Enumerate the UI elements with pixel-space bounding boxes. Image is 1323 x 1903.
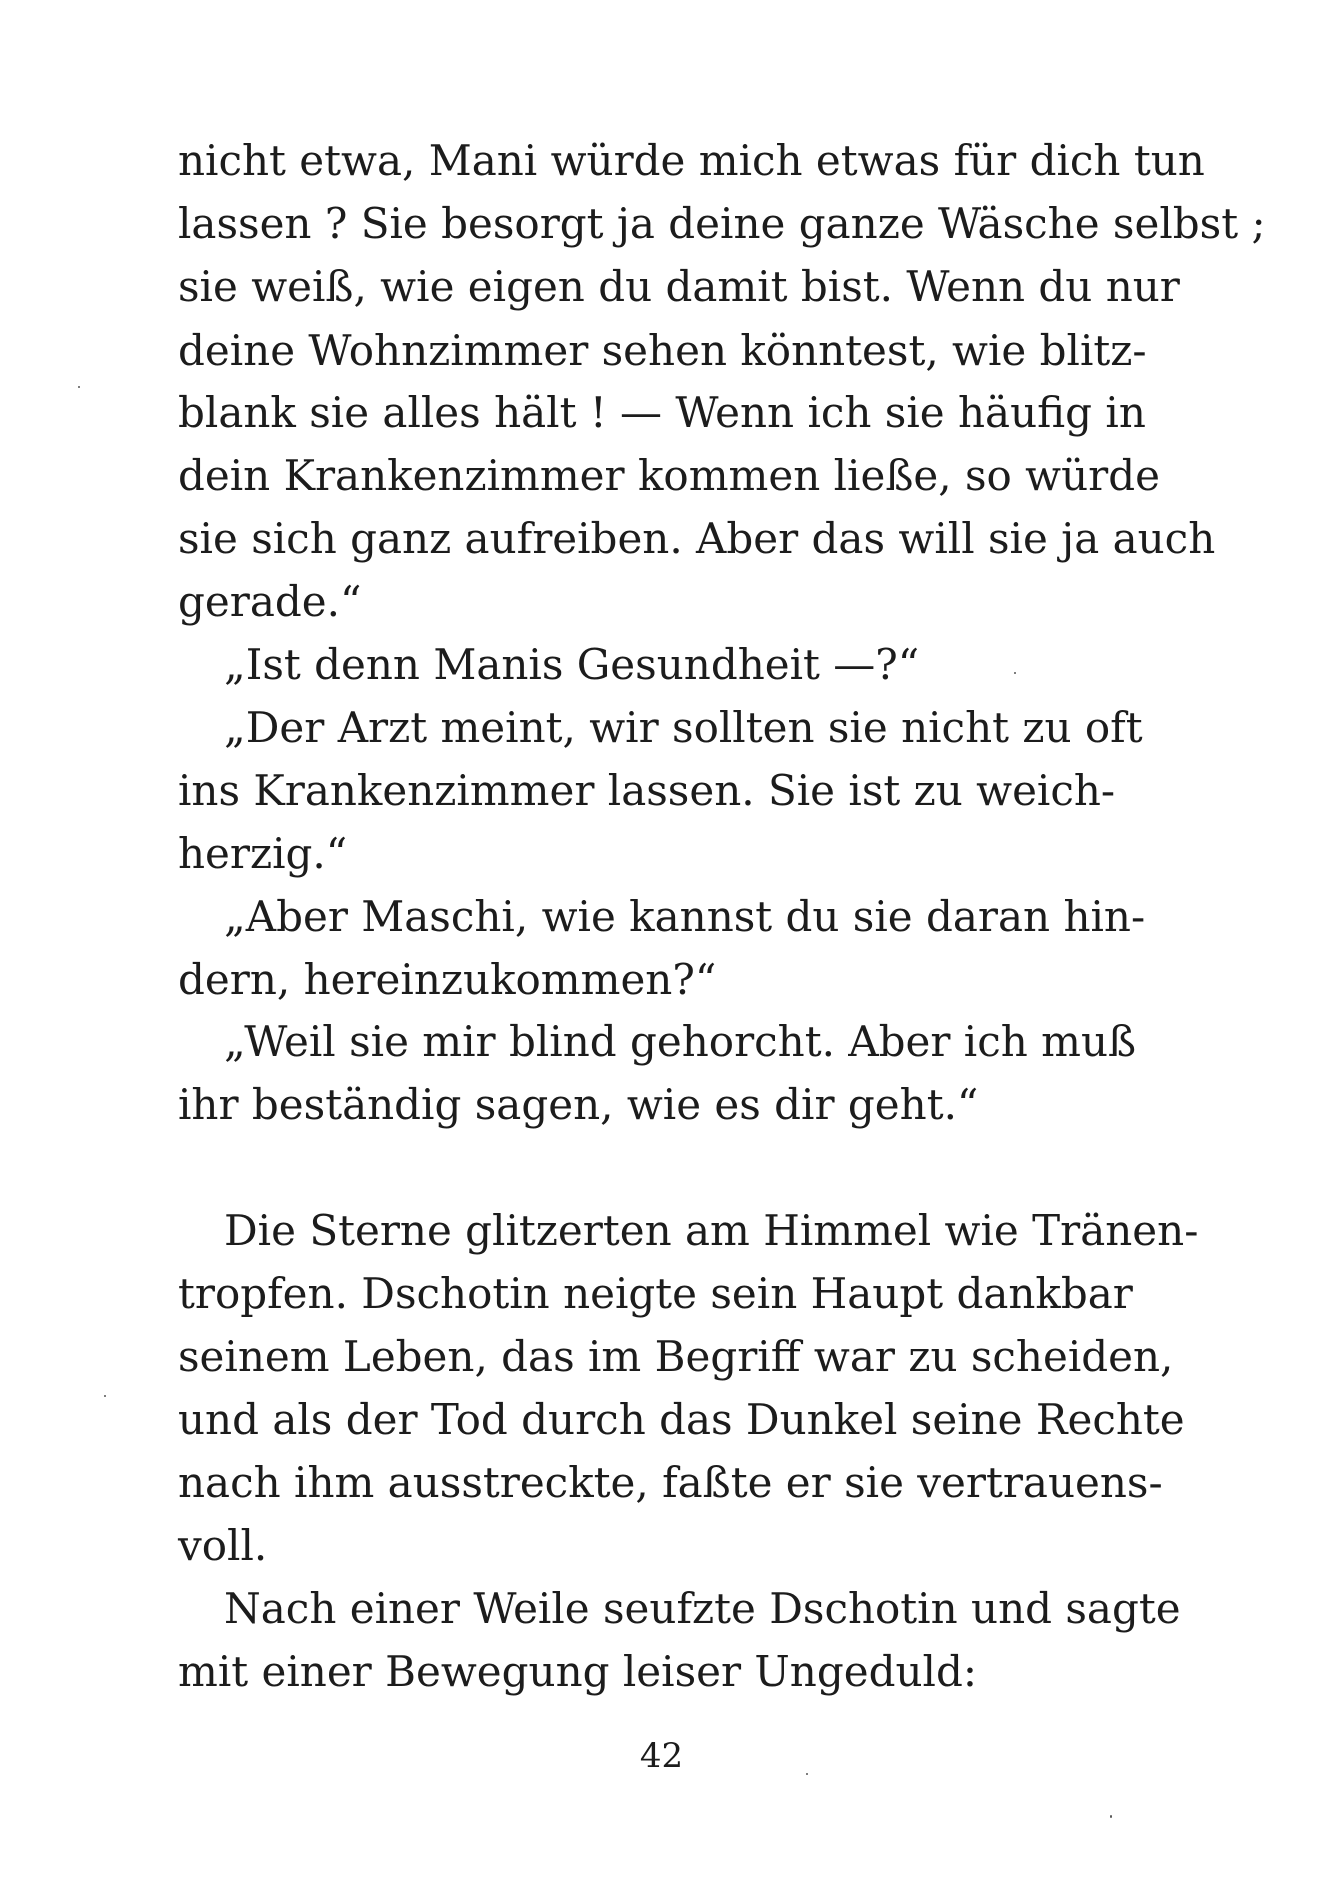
- text-line: sie sich ganz aufreiben. Aber das will sie ja auch: [178, 514, 1216, 563]
- text-line: blank sie alles hält ! — Wenn ich sie häufig in: [178, 388, 1146, 437]
- text-line: dern, hereinzukommen?“: [178, 955, 717, 1004]
- text-line: gerade.“: [178, 577, 362, 626]
- text-line: nicht etwa, Mani würde mich etwas für dich tun: [178, 136, 1205, 185]
- scan-speck: [806, 1773, 808, 1775]
- text-line: mit einer Bewegung leiser Ungeduld:: [178, 1647, 978, 1696]
- text-line: voll.: [178, 1521, 268, 1570]
- text-line: tropfen. Dschotin neigte sein Haupt dankbar: [178, 1269, 1133, 1318]
- text-line: dein Krankenzimmer kommen ließe, so würde: [178, 451, 1160, 500]
- text-line: lassen ? Sie besorgt ja deine ganze Wäsche selbst ;: [178, 199, 1266, 248]
- text-line: sie weiß, wie eigen du damit bist. Wenn du nur: [178, 262, 1180, 311]
- text-line: deine Wohnzimmer sehen könntest, wie blitz-: [178, 326, 1147, 375]
- text-line: „Weil sie mir blind gehorcht. Aber ich muß: [224, 1017, 1137, 1066]
- text-line: ins Krankenzimmer lassen. Sie ist zu weich-: [178, 766, 1116, 815]
- scan-speck: [1110, 1815, 1112, 1818]
- scan-speck: [78, 386, 80, 388]
- text-line: herzig.“: [178, 829, 348, 878]
- scan-speck: [1014, 672, 1016, 674]
- text-line: „Aber Maschi, wie kannst du sie daran hin-: [224, 892, 1146, 941]
- text-line: nach ihm ausstreckte, faßte er sie vertrauens-: [178, 1458, 1163, 1507]
- page-number: 42: [639, 1736, 684, 1776]
- text-line: „Der Arzt meint, wir sollten sie nicht zu oft: [224, 703, 1143, 752]
- text-line: „Ist denn Manis Gesundheit —?“: [224, 640, 920, 689]
- scan-speck: [104, 1395, 106, 1397]
- text-line: seinem Leben, das im Begriff war zu scheiden,: [178, 1332, 1174, 1381]
- text-line: Die Sterne glitzerten am Himmel wie Tränen-: [224, 1206, 1199, 1255]
- text-line: und als der Tod durch das Dunkel seine Rechte: [178, 1395, 1185, 1444]
- text-line: ihr beständig sagen, wie es dir geht.“: [178, 1080, 979, 1129]
- text-line: Nach einer Weile seufzte Dschotin und sagte: [224, 1584, 1181, 1633]
